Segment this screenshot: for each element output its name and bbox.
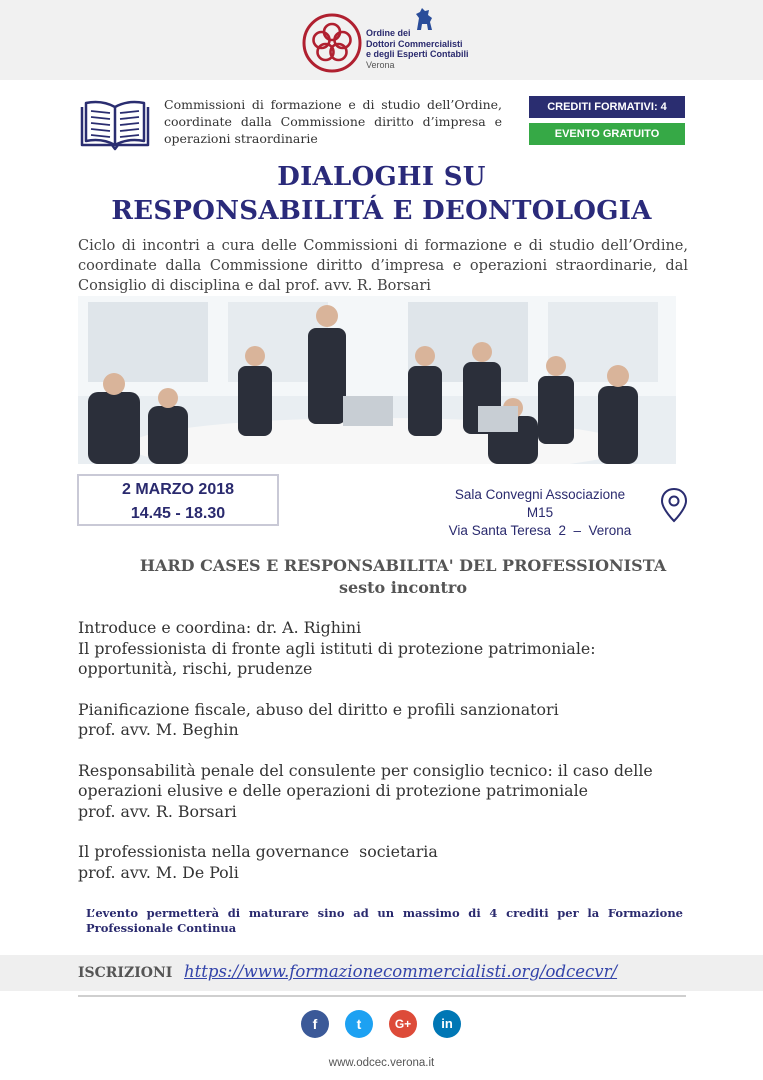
event-date-box [77,474,279,526]
website-link[interactable]: www.odcec.verona.it [328,1057,435,1069]
program-line: prof. avv. R. Borsari [78,801,237,821]
event-title-line-1: DIALOGHI SU [277,162,486,192]
talk-subtitle: sesto incontro [338,578,468,597]
credits-badge: CREDITI FORMATIVI: 4 [529,96,685,118]
logo-emblem-icon [301,12,363,74]
program-item [78,618,698,680]
divider [78,995,686,997]
google-plus-icon[interactable]: G+ [389,1010,417,1038]
talk-title: HARD CASES E RESPONSABILITA' DEL PROFESSIONISTA [139,556,667,575]
open-book-icon [78,99,152,151]
event-title-line-2: RESPONSABILITÁ E DEONTOLOGIA [111,196,652,226]
venue-name: Sala Convegni Associazione M15 [454,487,626,520]
org-line-1: Ordine dei [366,28,411,38]
twitter-icon[interactable]: t [345,1010,373,1038]
program-line: prof. avv. M. De Poli [78,862,239,882]
venue-address: Via Santa Teresa 2 – Verona [448,523,632,538]
commission-text: Commissioni di formazione e di studio dell’Ordine, coordinate dalla Commissione diritto d’impresa e operazioni straordinarie [164,97,502,146]
program-line: Pianificazione fiscale, abuso del diritto e profili sanzionatori [78,699,559,719]
org-line-3: e degli Esperti Contabili [366,49,469,59]
meeting-photo [78,296,676,464]
program-list [78,618,698,903]
org-city: Verona [366,59,395,70]
registration-label: ISCRIZIONI [78,965,173,981]
event-subtitle: Ciclo di incontri a cura delle Commissioni di formazione e di studio dell’Ordine, coordinate dalla Commissione diritto d’impresa e operazioni straordinarie, dal Consiglio di disciplina e dal prof. avv. R. Borsari [78,238,688,294]
program-item [78,761,698,823]
free-event-badge: EVENTO GRATUITO [529,123,685,145]
talk-heading [78,555,728,599]
program-line: prof. avv. M. Beghin [78,720,239,739]
credits-note: L’evento permetterà di maturare sino ad un massimo di 4 crediti per la Formazione Professionale Continua [86,906,683,935]
map-pin-icon [660,487,688,523]
event-date: 2 MARZO 2018 [121,481,235,498]
program-line: Responsabilità penale del consulente per consiglio tecnico: il caso delle [78,760,653,780]
program-line: Introduce e coordina: dr. A. Righini [78,618,362,637]
org-line-2: Dottori Commercialisti [366,38,463,49]
program-line: Il professionista nella governance societaria [78,842,438,861]
registration-link[interactable]: https://www.formazionecommercialisti.org/odcecvr/ [184,962,618,981]
program-line: opportunità, rischi, prudenze [78,659,313,678]
program-line: operazioni elusive e delle operazioni di protezione patrimoniale [78,781,588,800]
facebook-icon[interactable]: f [301,1010,329,1038]
event-time: 14.45 - 18.30 [130,505,226,522]
event-venue [440,486,640,540]
org-name [366,28,469,70]
program-item [78,842,698,883]
program-item [78,700,698,741]
event-title [0,160,763,228]
linkedin-icon[interactable]: in [433,1010,461,1038]
program-line: Il professionista di fronte agli istituti di protezione patrimoniale: [78,638,596,658]
